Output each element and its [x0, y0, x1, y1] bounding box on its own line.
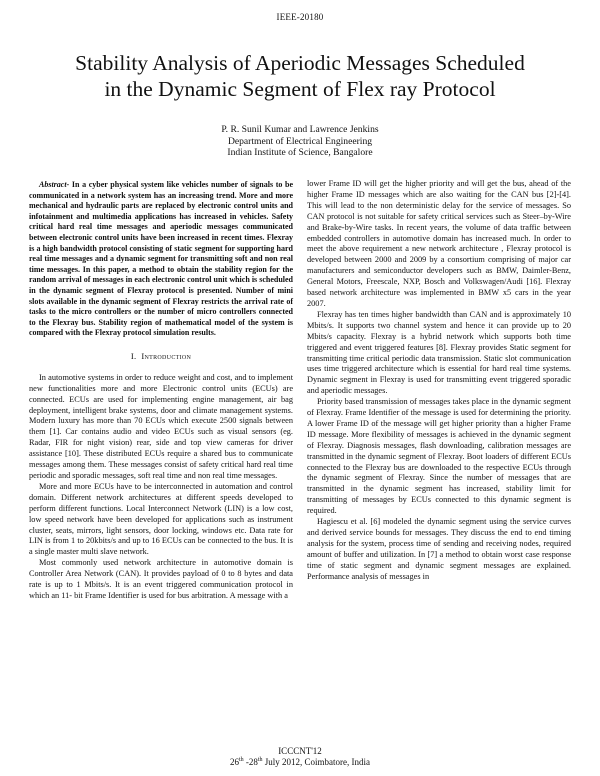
- right-paragraph-2: Flexray has ten times higher bandwidth than CAN and is approximately 10 Mbits/s. It supports two channel system and hence it can provide up to 20 Mbits/s capacity. Flexray is a hybrid network which supports both time triggered and event triggered features [8]. Flexray provides Static segment for transmitting time critical periodic data transmission. Static slot communication uses time triggered architecture which is essential for hard real time systems. Dynamic segment in Flexray is used for transmitting event triggered sporadic and aperiodic messages.: [307, 309, 571, 396]
- page-footer: [0, 746, 600, 768]
- author-institution: Indian Institute of Science, Bangalore: [227, 147, 373, 158]
- right-paragraph-3: Priority based transmission of messages takes place in the dynamic segment of Flexray. Frame Identifier of the message is used for determining the priority. A lower Frame ID of the message will get higher priority than a higher Frame ID message. More flexibility of messages is achieved in the dynamic segment of Flexray. Diagnosis messages, flash downloading, calibration messages are transmitted in the dynamic segment of Flexray. Boot loaders of different ECUs connected to the Flexray bus are downloaded to the respective ECUs through the dynamic segment of Flexray. Since the number of messages that are transmitted in the dynamic segment has increased, stability limit for transmitting of messages by ECUs connected to this dynamic segment is required.: [307, 397, 571, 516]
- section-number: I.: [130, 350, 137, 361]
- abstract: [29, 180, 293, 339]
- author-department: Department of Electrical Engineering: [227, 135, 373, 147]
- right-paragraph-1: lower Frame ID will get the higher priority and will get the bus, ahead of the higher Frame ID messages which are also waiting for the CAN bus [2]-[4]. This will lead to the non deterministic delay for the service of messages. So CAN protocol is not suitable for safety critical services such as Steer–by-Wire and Brake-by-Wire tasks. In recent years, the volume of data traffic between embedded controllers in automotive domain has increased much. In order to meet the above requirement a new network architecture , Flexray protocol is developed between 2000 and 2009 by a consortium comprising of major car manufacturers and semiconductor developers such as BMW, Daimler-Benz, General Motors, Freescale, NXP, Bosch and Volkswagen/Audi [16]. Flexray based network architecture was implemented in BMW x5 cars in the year 2007.: [307, 179, 571, 308]
- paper-title: [20, 50, 580, 102]
- right-paragraph-4: Hagiescu et al. [6] modeled the dynamic segment using the service curves and derived service bounds for messages. They discuss the end to end timing analysis for the system, process time of sending and receiving nodes, required amount of buffer and utilization. In [7] a method to obtain worst case response time of static segment and dynamic segment messages are explained. Performance analysis of messages in: [307, 517, 571, 581]
- title-line-1: Stability Analysis of Aperiodic Messages Scheduled: [75, 51, 525, 75]
- author-block: [0, 124, 600, 159]
- section-title: Introduction: [141, 350, 192, 361]
- footer-date-sup-2: th: [257, 757, 263, 763]
- footer-date-start: 26: [229, 757, 239, 767]
- footer-date: [0, 757, 600, 768]
- abstract-text: In a cyber physical system like vehicles number of signals to be communicated in a network system has an increasing trend. More and more mechanical and hydraulic parts are replaced by electronic control units and infotainment and multimedia applications has increased in vehicles. Safety critical hard real time messages and aperiodic messages communicated between electronic control units have been increased in recent times. Flexray is a high bandwidth protocol consisting of static segment for supporting hard real time messages and a dynamic segment for transmitting soft and non real time messages. In this paper, a method to obtain the stability region for the random arrival of messages in each electronic control unit which is scheduled in the dynamic segment of Flexray protocol is presented. Number of mini slots available in the dynamic segment of Flexray restricts the arrival rate of tasks to the micro controllers or the number of micro controllers connected to the Flexray bus. Stability region of mathematical model of the system is compared with the Flexray protocol simulation results.: [29, 180, 293, 338]
- abstract-lead: Abstract-: [39, 180, 70, 189]
- footer-conference: ICCCNT'12: [278, 746, 322, 756]
- left-column: [29, 180, 293, 602]
- right-column: [307, 179, 571, 583]
- section-heading-introduction: [29, 351, 293, 362]
- left-paragraph-1: In automotive systems in order to reduce weight and cost, and to implement new functionalities more and more Electronic control units (ECUs) are connected. ECUs are used for implementing engine management, air bag deployment, intelligent brake systems, door and climate management systems. Modern luxury has more than 70 ECUs which execute 2500 signals between them [1]. Car contains audio and video ECUs such as visual sensors (eg. Radar, FIR for night vision) rear, side and top view cameras for driver assistance [10]. These distributed ECUs require a shared bus to communicate messages among them. These messages consist of safety critical hard real time periodic and sporadic messages, soft real time and non real time messages.: [29, 372, 293, 480]
- title-line-2: in the Dynamic Segment of Flex ray Protocol: [104, 77, 496, 101]
- left-paragraph-3: Most commonly used network architecture in automotive domain is Controller Area Network (CAN). It provides payload of 0 to 8 bytes and data rate is up to 1 Mbits/s. It is an event triggered communication protocol in which an 11- bit Frame Identifier is used for bus arbitration. A message with a: [29, 558, 293, 600]
- footer-date-end: -28: [243, 757, 258, 767]
- conference-id: IEEE-20180: [276, 12, 324, 22]
- footer-date-rest: July 2012, Coimbatore, India: [262, 757, 371, 767]
- author-names: P. R. Sunil Kumar and Lawrence Jenkins: [221, 124, 379, 135]
- footer-date-sup-1: th: [238, 757, 244, 763]
- left-paragraph-2: More and more ECUs have to be interconnected in automation and control domain. Different network architectures at different speeds developed to perform different functions. Local Interconnect Network (LIN) is a low cost, low speed network have been developed for applications such as instrument cluster, seats, mirrors, light sensors, door locking, windows etc. Data rate for LIN is from 1 to 20kbits/s and up to 16 ECUs can be connected to the bus. It is a single master multi slave network.: [29, 481, 293, 557]
